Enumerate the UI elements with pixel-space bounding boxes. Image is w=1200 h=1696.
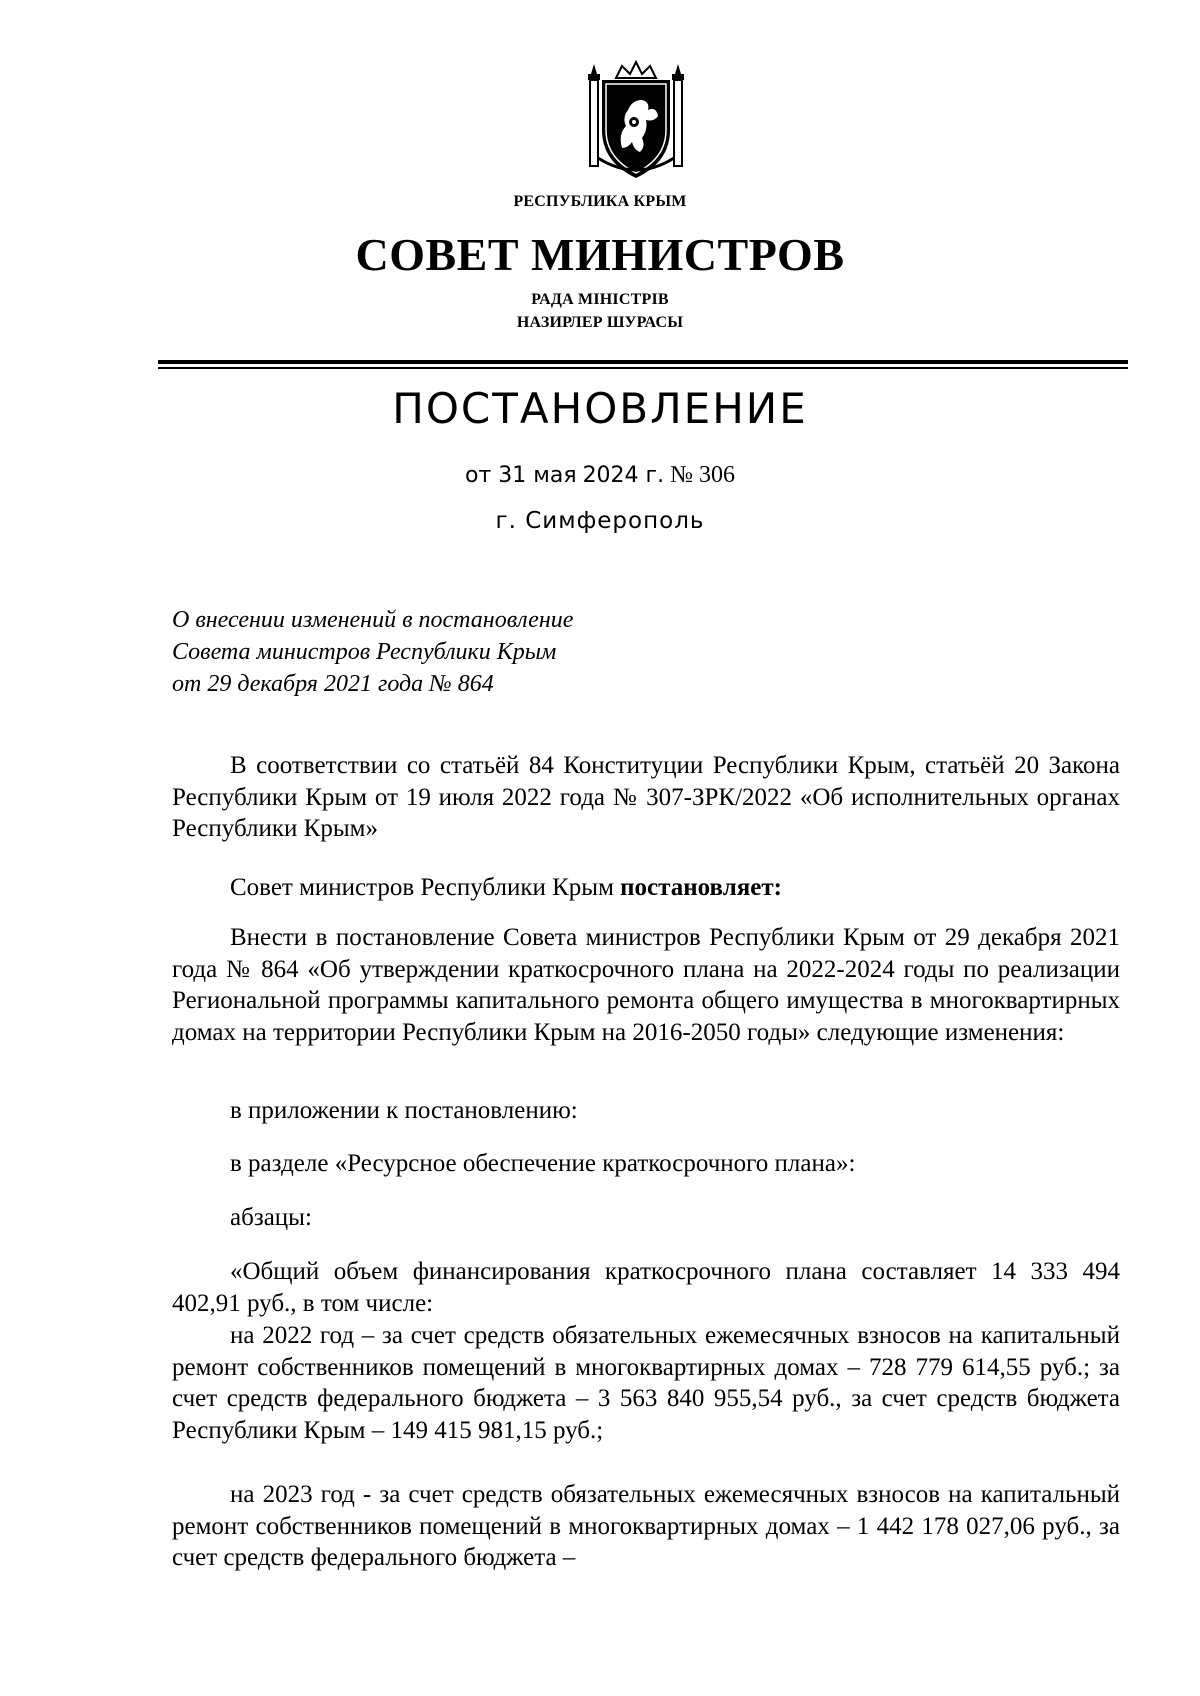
body-paragraph: на 2022 год – за счет средств обязательных ежемесячных взносов на капитальный ремонт собственников помещений в многоквартирных домах – 728 779 614,55 руб.; за счет средств федерального бюджета – 3 563 840 955,54 руб., за счет средств бюджета Республики Крым – 149 415 981,15 руб.;	[172, 1322, 1120, 1444]
body-paragraph: В соответствии со статьёй 84 Конституции Республики Крым, статьёй 20 Закона Республики Крым от 19 июля 2022 года № 307-ЗРК/2022 «Об исполнительных органах Республики Крым»	[172, 752, 1120, 842]
body-paragraph: абзацы:	[230, 1204, 312, 1231]
body-paragraph: на 2023 год - за счет средств обязательных ежемесячных взносов на капитальный ремонт собственников помещений в многоквартирных домах – 1 442 178 027,06 руб., за счет средств федерального бюджета –	[172, 1481, 1120, 1571]
header-council: СОВЕТ МИНИСТРОВ	[355, 229, 845, 280]
body-paragraph: Внести в постановление Совета министров Республики Крым от 29 декабря 2021 года № 864 «Об утверждении краткосрочного плана на 2022-2024 годы по реализации Региональной программы капитального ремонта общего имущества в многоквартирных домах на территории Республики Крым на 2016-2050 годы» следующие изменения:	[172, 924, 1120, 1046]
document-subject	[172, 604, 573, 700]
body-paragraph-resolution	[172, 872, 1120, 904]
document-number: № 306	[670, 462, 736, 488]
header-region: РЕСПУБЛИКА КРЫМ	[513, 193, 687, 210]
document-type: ПОСТАНОВЛЕНИЕ	[392, 384, 808, 433]
document-date: от 31 мая	[464, 463, 577, 488]
header-council-uk: РАДА МІНІСТРІВ	[531, 291, 669, 308]
resolution-verb: постановляет:	[620, 874, 782, 901]
document-city: г. Симферополь	[495, 508, 705, 534]
document-year: 2024 г.	[582, 463, 665, 488]
body-paragraph: в приложении к постановлению:	[230, 1097, 578, 1124]
header-rule-thick	[158, 360, 1128, 364]
subject-line: Совета министров Республики Крым	[172, 639, 557, 665]
header-rule-thin	[158, 367, 1128, 369]
header-council-crh: НАЗИРЛЕР ШУРАСЫ	[516, 314, 684, 331]
subject-line: О внесении изменений в постановление	[172, 607, 574, 633]
body-paragraph: «Общий объем финансирования краткосрочного плана составляет 14 333 494 402,91 руб., в том числе:	[172, 1258, 1120, 1317]
body-paragraph: в разделе «Ресурсное обеспечение краткосрочного плана»:	[230, 1150, 856, 1177]
document-date-line	[0, 462, 1200, 489]
resolution-text: Совет министров Республики Крым	[230, 874, 621, 901]
subject-line: от 29 декабря 2021 года № 864	[172, 671, 494, 697]
crimea-coat-of-arms-icon	[588, 60, 684, 182]
